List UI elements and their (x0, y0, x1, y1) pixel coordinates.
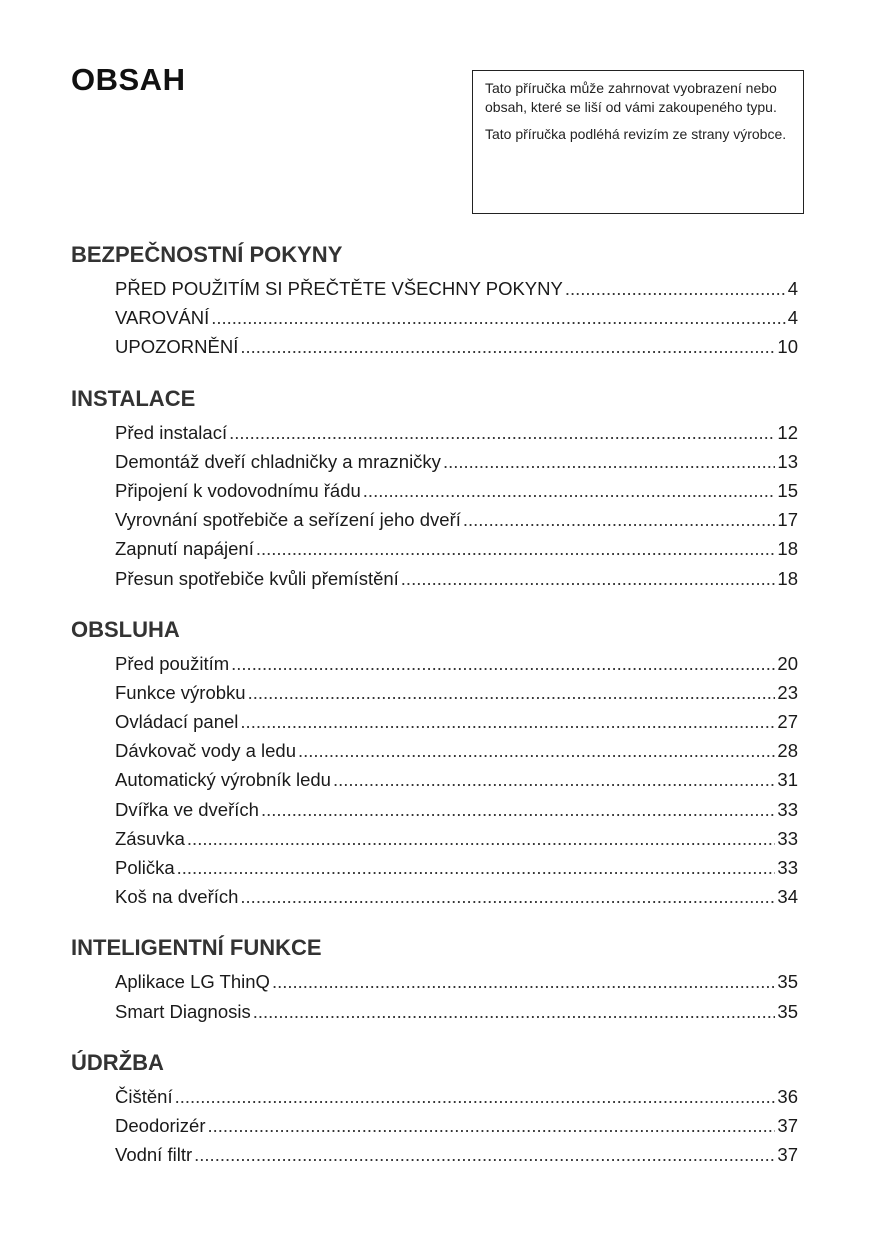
toc-entry[interactable] (115, 967, 798, 996)
toc-entry-label: Funkce výrobku (115, 681, 246, 703)
toc-entry-label: VAROVÁNÍ (115, 307, 210, 329)
toc-entry[interactable] (115, 534, 798, 563)
toc-entry-page-number: 10 (777, 336, 798, 358)
toc-entry[interactable] (115, 332, 798, 361)
dot-leader (256, 534, 776, 563)
section-heading: INSTALACE (71, 385, 196, 411)
toc-entry-page-number: 31 (777, 769, 798, 791)
toc-section (71, 933, 798, 1025)
toc-entry[interactable] (115, 707, 798, 736)
toc-entry-label: Polička (115, 857, 175, 878)
toc-entry[interactable] (115, 997, 798, 1026)
toc-entry[interactable] (115, 649, 798, 678)
toc-entry[interactable] (115, 418, 798, 447)
toc-entry-label: Dávkovač vody a ledu (115, 740, 296, 762)
toc-entry[interactable] (115, 1082, 798, 1111)
section-heading: BEZPEČNOSTNÍ POKYNY (71, 242, 343, 267)
toc-entry[interactable] (115, 476, 798, 505)
dot-leader (175, 1082, 776, 1111)
dot-leader (231, 649, 775, 678)
dot-leader (261, 795, 775, 824)
dot-leader (363, 476, 776, 505)
dot-leader (240, 707, 775, 736)
section-heading: INTELIGENTNÍ FUNKCE (71, 935, 322, 961)
toc-entry-page-number: 27 (777, 711, 798, 733)
toc-entry-label: Ovládací panel (115, 711, 239, 733)
toc-entry-label: Aplikace LG ThinQ (115, 971, 270, 993)
toc-entry-label: Zásuvka (115, 827, 185, 849)
dot-leader (463, 505, 776, 534)
dot-leader (194, 1140, 775, 1169)
table-of-contents (71, 240, 798, 1191)
toc-entry-page-number: 4 (787, 278, 798, 299)
section-heading: ÚDRŽBA (71, 1049, 164, 1075)
toc-entry[interactable] (115, 795, 798, 824)
toc-entry[interactable] (115, 564, 798, 593)
dot-leader (443, 447, 775, 476)
dot-leader (401, 564, 776, 593)
section-heading: OBSLUHA (71, 616, 180, 642)
toc-entry-page-number: 35 (777, 1000, 798, 1022)
dot-leader (298, 736, 775, 765)
toc-entry[interactable] (115, 824, 798, 853)
toc-entry-page-number: 35 (777, 971, 798, 993)
toc-section (71, 240, 798, 362)
toc-entry-label: Vyrovnání spotřebiče a seřízení jeho dveří (115, 509, 461, 531)
dot-leader (333, 765, 775, 794)
toc-entry-page-number: 12 (777, 421, 798, 443)
toc-entry[interactable] (115, 882, 798, 911)
toc-entry-label: Před použitím (115, 652, 230, 674)
toc-entry-page-number: 37 (777, 1144, 798, 1166)
toc-entry-label: Vodní filtr (115, 1144, 193, 1166)
toc-entry-label: Čištění (115, 1085, 173, 1107)
toc-entry-label: Deodorizér (115, 1114, 206, 1136)
toc-entry[interactable] (115, 765, 798, 794)
toc-entry-page-number: 33 (777, 857, 798, 878)
toc-entry[interactable] (115, 505, 798, 534)
toc-entry[interactable] (115, 1111, 798, 1140)
dot-leader (253, 997, 776, 1026)
toc-entry[interactable] (115, 1140, 798, 1169)
dot-leader (240, 882, 775, 911)
toc-entry-page-number: 23 (777, 681, 798, 703)
toc-entry-label: Přesun spotřebiče kvůli přemístění (115, 567, 399, 589)
dot-leader (177, 853, 776, 882)
toc-section (71, 1048, 798, 1170)
dot-leader (565, 274, 786, 303)
toc-entry[interactable] (115, 853, 798, 882)
dot-leader (272, 967, 775, 996)
dot-leader (229, 418, 775, 447)
toc-entry-label: Dvířka ve dveřích (115, 798, 259, 820)
toc-entry-page-number: 28 (777, 740, 798, 762)
disclaimer-box (472, 70, 804, 214)
toc-section (71, 384, 798, 593)
toc-entry[interactable] (115, 678, 798, 707)
toc-entry-page-number: 17 (777, 509, 798, 531)
toc-entry-label: Koš na dveřích (115, 886, 239, 908)
dot-leader (240, 332, 775, 361)
toc-entry-page-number: 33 (777, 798, 798, 820)
dot-leader (248, 678, 776, 707)
toc-entry-page-number: 4 (787, 307, 798, 329)
toc-entry-label: Před instalací (115, 421, 228, 443)
toc-entry-page-number: 37 (777, 1114, 798, 1136)
toc-entry-page-number: 36 (777, 1085, 798, 1107)
toc-entry-page-number: 20 (777, 652, 798, 674)
toc-entry-page-number: 18 (777, 567, 798, 589)
dot-leader (208, 1111, 776, 1140)
toc-section (71, 615, 798, 912)
toc-entry-label: Automatický výrobník ledu (115, 769, 331, 791)
toc-entry-page-number: 34 (777, 886, 798, 908)
toc-entry[interactable] (115, 274, 798, 303)
toc-entry-page-number: 18 (777, 538, 798, 560)
toc-entry-page-number: 13 (777, 450, 798, 472)
page-title: OBSAH (71, 62, 186, 97)
toc-entry-label: Demontáž dveří chladničky a mrazničky (115, 450, 441, 472)
dot-leader (211, 303, 785, 332)
disclaimer-text-1: Tato příručka může zahrnovat vyobrazení nebo obsah, které se liší od vámi zakoupeného typu. (485, 80, 777, 115)
toc-entry-page-number: 33 (777, 827, 798, 849)
dot-leader (187, 824, 776, 853)
toc-entry-label: Připojení k vodovodnímu řádu (115, 479, 361, 501)
disclaimer-text-2: Tato příručka podléhá revizím ze strany výrobce. (485, 126, 787, 142)
toc-entry[interactable] (115, 447, 798, 476)
toc-entry[interactable] (115, 736, 798, 765)
toc-entry[interactable] (115, 303, 798, 332)
toc-entry-label: Zapnutí napájení (115, 538, 254, 560)
toc-entry-label: UPOZORNĚNÍ (115, 336, 239, 358)
toc-entry-label: Smart Diagnosis (115, 1000, 251, 1022)
toc-entry-label: PŘED POUŽITÍM SI PŘEČTĚTE VŠECHNY POKYNY (115, 278, 563, 299)
toc-entry-page-number: 15 (777, 479, 798, 501)
